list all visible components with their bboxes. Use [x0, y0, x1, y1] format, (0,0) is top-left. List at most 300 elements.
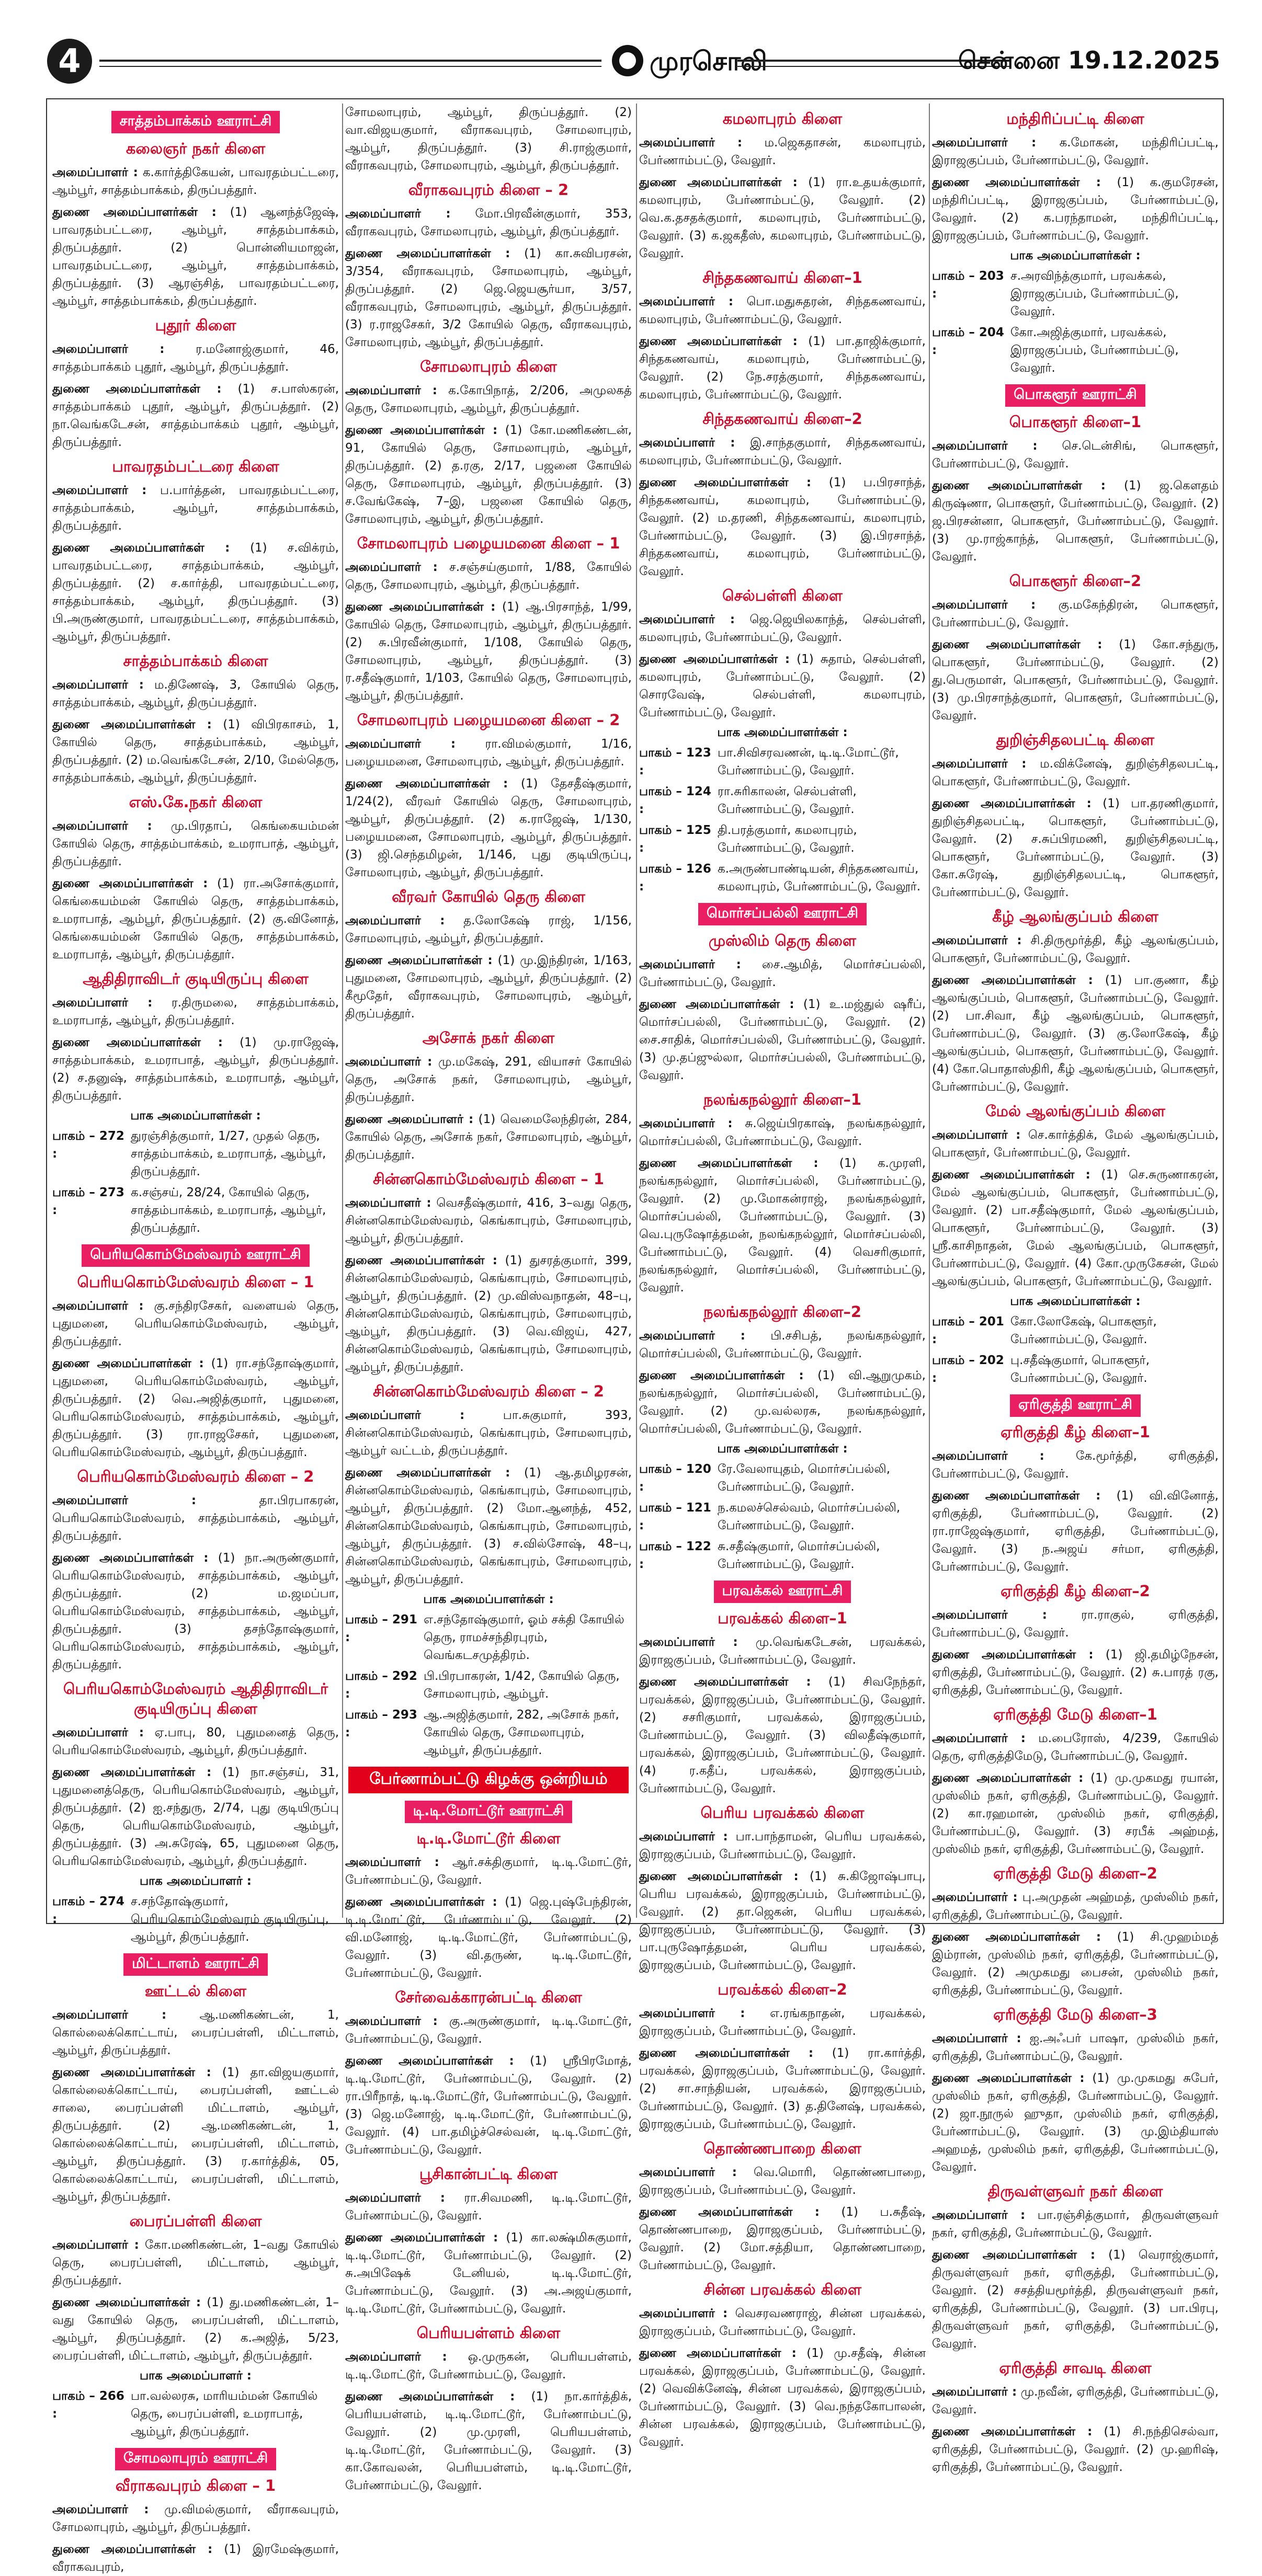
panchayat-banner: ஏரிகுத்தி ஊராட்சி: [1010, 1394, 1141, 1417]
member-entry: [345, 1252, 632, 1376]
branch-section: [639, 110, 926, 262]
member-names: (1) கா.லக்ஷ்மிசுகுமார், டி.டி.மோட்டூர், பேர்ணாம்பட்டு, வேலூர். (2) சு.அபிஷேக் டேனியல், டி.டி.மோட்டூர், பேர்ணாம்பட்டு, வேலூர். (3) அ.அஜய்குமார், டி.டி.மோட்டூர், பேர்ணாம்பட்டு, வேலூர்.: [345, 2231, 632, 2316]
branch-title: சின்னகொம்மேஸ்வரம் கிளை – 2: [372, 1382, 605, 1400]
branch-title: ஏரிகுத்தி சாவடி கிளை: [999, 2359, 1152, 2377]
role-label: அமைப்பாளர் :: [639, 1830, 728, 1844]
branch-section: [639, 269, 926, 404]
branch-section: [639, 2139, 926, 2274]
role-label: அமைப்பாளர் :: [932, 136, 1037, 150]
booth-number: பாகம் – 124 :: [639, 785, 711, 816]
member-entry: [932, 2206, 1219, 2242]
member-entry: [932, 134, 1219, 169]
branch-section: [639, 1804, 926, 1974]
member-entry: [932, 1447, 1219, 1483]
branch-section: [932, 908, 1219, 1096]
booth-number: பாகம் – 293 :: [345, 1708, 417, 1739]
booth-heading: பாக அமைப்பாளர்கள் :: [717, 1442, 848, 1456]
date-line: சென்னை 19.12.2025: [958, 46, 1220, 74]
booth-row: [639, 821, 926, 857]
branch-section: [932, 2006, 1219, 2176]
role-label: அமைப்பாளர் :: [52, 2238, 139, 2252]
role-label: அமைப்பாளர் :: [639, 2007, 745, 2020]
member-entry: [52, 716, 339, 787]
member-names: மு.வெங்கடேசன், பரவக்கல், இராஜகுப்பம், பேர்ணாம்பட்டு, வேலூர்.: [639, 1635, 926, 1667]
branch-section: [52, 316, 339, 451]
branch-section: [52, 2448, 339, 2470]
booth-member: ச.அரவிந்த்குமார், பரவக்கல், இராஜகுப்பம், பேர்ணாம்பட்டு, வேலூர்.: [1010, 269, 1179, 318]
panchayat-banner: மொர்சப்பல்லி ஊராட்சி: [698, 903, 867, 925]
branch-section: [345, 2165, 632, 2318]
column-divider: [342, 104, 343, 1918]
member-entry: [52, 994, 339, 1029]
member-names: (1) மு.முகமது சுபேர், முஸ்லிம் நகர், ஏரிகுத்தி, பேர்ணாம்பட்டு, வேலூர். (2) ஜா.நூருல் ஹுதா, முஸ்லிம் நகர், ஏரிகுத்தி, பேர்ணாம்பட்டு, வேலூர். (3) மு.இம்தியாஸ் அஹமத், முஸ்லிம் நகர், ஏரிகுத்தி, பேர்ணாம்பட்டு, வேலூர்.: [932, 2071, 1219, 2174]
role-label: துணை அமைப்பாளர்கள் :: [345, 600, 496, 614]
paper-name: முரசொலி: [650, 46, 767, 76]
member-names: (1) மு.முகமது ரயான், முஸ்லிம் நகர், ஏரிகுத்தி, பேர்ணாம்பட்டு, வேலூர். (2) கா.ரஹமான், முஸ்லிம் நகர், ஏரிகுத்தி, பேர்ணாம்பட்டு, வேலூர். (3) சரபீக் அஹ்மத், முஸ்லிம் நகர், ஏரிகுத்தி, பேர்ணாம்பட்டு, வேலூர்.: [932, 1771, 1219, 1856]
role-label: துணை அமைப்பாளர்கள் :: [932, 797, 1092, 810]
role-label: துணை அமைப்பாளர்கள் :: [932, 2248, 1096, 2262]
member-entry: [639, 434, 926, 470]
member-names: (1) ஆ.பிரசாந்த், 1/99, கோயில் தெரு, சோமலாபுரம், ஆம்பூர், திருப்பத்தூர். (2) சு.பிரவீன்குமார், 1/108, கோயில் தெரு, சோமலாபுரம், ஆம்பூர், திருப்பத்தூர். (3) ர.சதீஷ்குமார், 1/103, கோயில் தெரு, சோமலாபுரம், ஆம்பூர், திருப்பத்தூர்.: [345, 600, 632, 703]
member-entry: [52, 1724, 339, 1759]
member-names: கே.மூர்த்தி, ஏரிகுத்தி, பேர்ணாம்பட்டு, வேலூர்.: [932, 1449, 1219, 1481]
booth-member: ரா.சுரிகாலன், செல்பள்ளி, பேர்ணாம்பட்டு, வேலூர்.: [718, 785, 857, 816]
member-entry: [345, 1464, 632, 1588]
branch-section: [639, 903, 926, 925]
branch-title: நலங்கநல்லூர் கிளை–1: [703, 1091, 862, 1108]
booth-row: [52, 2387, 339, 2441]
branch-title: ஏரிகுத்தி கீழ் கிளை–1: [1000, 1423, 1150, 1441]
branch-section: [932, 110, 1219, 377]
member-names: (1) சி.முஹம்மத் இம்ரான், முஸ்லிம் நகர், ஏரிகுத்தி, பேர்ணாம்பட்டு, வேலூர். (2) அமுகமது பைசன், முஸ்லிம் நகர், ஏரிகுத்தி, பேர்ணாம்பட்டு, வேலூர்.: [932, 1930, 1219, 1997]
booth-row: [52, 1127, 339, 1181]
role-label: துணை அமைப்பாளர்கள் :: [345, 1466, 510, 1480]
member-names: (1) க.குமரேசன், மந்திரிப்பட்டி, இராஜகுப்பம், பேர்ணாம்பட்டு, வேலூர். (2) க.பரந்தாமன், மந்திரிப்பட்டி, இராஜகுப்பம், பேர்ணாம்பட்டு, வேலூர்.: [932, 176, 1219, 243]
member-names: பா.ரஞ்சித்குமார், திருவள்ளுவர் நகர், ஏரிகுத்தி, பேர்ணாம்பட்டு, வேலூர்.: [932, 2208, 1219, 2240]
member-entry: [932, 2423, 1219, 2476]
member-names: (1) சுதாம், செல்பள்ளி, கமலாபுரம், பேர்ணாம்பட்டு, வேலூர். (2) சொரவேஷ், செல்பள்ளி, கமலாபுரம், பேர்ணாம்பட்டு, வேலூர்.: [639, 652, 926, 719]
role-label: அமைப்பாளர் :: [932, 1608, 1047, 1622]
role-label: அமைப்பாளர் :: [639, 613, 735, 626]
role-label: துணை அமைப்பாளர்கள் :: [52, 541, 230, 555]
branch-title: பெரியபள்ளம் கிளை: [416, 2324, 561, 2342]
role-label: அமைப்பாளர் :: [932, 1128, 1021, 1142]
branch-section: [932, 1423, 1219, 1576]
branch-section: [345, 1767, 632, 1793]
member-entry: [345, 2388, 632, 2494]
role-label: அமைப்பாளர் :: [639, 958, 741, 971]
member-names: (1) விபிரகாசம், 1, கோயில் தெரு, சாத்தம்பாக்கம், ஆம்பூர், திருப்பத்தூர். (2) ம.வெங்கடேசன், 2/10, மேல்தெரு, சாத்தம்பாக்கம், ஆம்பூர், திருப்பத்தூர்.: [52, 718, 339, 785]
booth-number: பாகம் – 272 :: [52, 1129, 124, 1161]
branch-title: துறிஞ்சிதலபட்டி கிளை: [996, 731, 1155, 749]
booth-member: பு.சதீஷ்குமார், பொகளூர், பேர்ணாம்பட்டு, வேலூர்.: [1010, 1354, 1150, 1385]
booth-member: ச.சந்தோஷ்குமார், பெரியகொம்மேஸ்வரம் குடியிருப்பு, ஆம்பூர், திருப்பத்தூர்.: [131, 1895, 329, 1944]
branch-section: [345, 1170, 632, 1376]
role-label: அமைப்பாளர் :: [345, 2350, 447, 2364]
member-names: மு.நவீன், ஏரிகுத்தி, பேர்ணாம்பட்டு, வேலூர்.: [932, 2385, 1219, 2417]
booth-number: பாகம் – 125 :: [639, 823, 711, 855]
booth-heading: பாக அமைப்பாளர் :: [140, 1874, 252, 1888]
booth-row: [345, 1706, 632, 1759]
branch-section: [639, 2281, 926, 2451]
member-entry: [639, 2163, 926, 2199]
member-entry: [345, 382, 632, 417]
branch-title: புதூர் கிளை: [155, 316, 236, 334]
branch-section: [932, 2359, 1219, 2476]
member-entry: [52, 539, 339, 646]
branch-title: மேல் ஆலங்குப்பம் கிளை: [985, 1102, 1165, 1120]
role-label: துணை அமைப்பாளர்கள் :: [52, 205, 217, 219]
booth-heading: பாக அமைப்பாளர்கள் :: [423, 1593, 554, 1606]
member-names: (1) மு.ராஜேஷ், சாத்தம்பாக்கம், உமராபாத், ஆம்பூர், திருப்பத்தூர். (2) ச.தனுஷ், சாத்தம்பாக்கம், உமராபாத், ஆம்பூர், திருப்பத்தூர்.: [52, 1036, 339, 1103]
member-names: (1) ஜ.கௌதம் கிருஷ்ணா, பொகளூர், பேர்ணாம்பட்டு, வேலூர். (2) ஜ.பிரசன்னா, பொகளூர், பேர்ணாம்பட்டு, வேலூர். (3) மு.ராஜ்காந்த், பொகளூர், பேர்ணாம்பட்டு, வேலூர்.: [932, 479, 1219, 564]
member-names: வெசரவணராஜ், சின்ன பரவக்கல், இராஜகுப்பம், பேர்ணாம்பட்டு, வேலூர்.: [639, 2307, 926, 2338]
member-names: ரா.ராகுல், ஏரிகுத்தி, பேர்ணாம்பட்டு, வேலூர்.: [932, 1608, 1219, 1640]
member-entry: [639, 2203, 926, 2274]
member-entry: [639, 995, 926, 1084]
role-label: துணை அமைப்பாளர்கள் :: [932, 1930, 1101, 1944]
panchayat-banner: சோமலாபுரம் ஊராட்சி: [115, 2448, 276, 2470]
role-label: அமைப்பாளர் :: [52, 342, 165, 356]
role-label: துணை அமைப்பாளர்கள் :: [639, 2205, 820, 2219]
branch-section: [345, 534, 632, 705]
booth-member: பா.வல்லரசு, மாரியம்மன் கோயில் தெரு, பைரப்பள்ளி, உமராபாத், ஆம்பூர், திருப்பத்தூர்.: [131, 2389, 318, 2438]
member-names: பொ.மதுசுதரன், சிந்தகணவாய், கமலாபுரம், பேர்ணாம்பட்டு, வேலூர்.: [639, 295, 926, 326]
booth-heading: பாக அமைப்பாளர்கள் :: [717, 726, 848, 739]
booth-member: கோ.அஜித்குமார், பரவக்கல், இராஜகுப்பம், பேர்ணாம்பட்டு, வேலூர்.: [1010, 326, 1179, 375]
member-names: (1) சி.நந்திசெல்வா, ஏரிகுத்தி, பேர்ணாம்பட்டு, வேலூர். (2) மு.ஹரிஷ், ஏரிகுத்தி, பேர்ணாம்பட்டு, வேலூர்.: [932, 2425, 1219, 2474]
column-1: [52, 104, 339, 2574]
booth-number: பாகம் – 204 :: [932, 326, 1004, 357]
member-names: சை.ஆமித், மொர்சப்பல்லி, பேர்ணாம்பட்டு, வேலூர்.: [639, 958, 926, 989]
role-label: அமைப்பாளர் :: [639, 2166, 737, 2179]
booth-row: [639, 1499, 926, 1535]
role-label: அமைப்பாளர் :: [345, 207, 451, 221]
branch-title: பரவக்கல் கிளை–2: [718, 1980, 847, 1998]
branch-title: சின்னகொம்மேஸ்வரம் கிளை – 1: [372, 1170, 605, 1188]
booth-number: பாகம் – 201 :: [932, 1315, 1004, 1346]
member-entry: [52, 1549, 339, 1674]
member-names: (1) து.மணிகண்டன், 1–வது கோயில் தெரு, பைரப்பள்ளி, மிட்டாளம், ஆம்பூர், திருப்பத்தூர். (2) க.அஜித், 5/23, பைரப்பள்ளி, மிட்டாளம், ஆம்பூர், திருப்பத்தூர்.: [52, 2296, 339, 2363]
member-entry: [639, 611, 926, 646]
branch-title: சின்ன பரவக்கல் கிளை: [703, 2281, 861, 2298]
member-names: மு.பிரதாப், கெங்கையம்மன் கோயில் தெரு, சாத்தம்பாக்கம், உமராபாத், ஆம்பூர், திருப்பத்தூர்.: [52, 819, 339, 868]
member-entry: [52, 1492, 339, 1545]
booth-row: [932, 324, 1219, 377]
branch-title: முஸ்லிம் தெரு கிளை: [708, 932, 857, 949]
role-label: அமைப்பாளர் :: [639, 2307, 728, 2320]
member-names: (1) சு.கிஜோஷ்பாபு, பெரிய பரவக்கல், இராஜகுப்பம், பேர்ணாம்பட்டு, வேலூர். (2) தா.ஜெகன், பெரிய பரவக்கல், இராஜகுப்பம், பேர்ணாம்பட்டு, வேலூர். (3) பா.புருஷோத்தமன், பெரிய பரவக்கல், இராஜகுப்பம், பேர்ணாம்பட்டு, வேலூர்.: [639, 1870, 926, 1972]
member-names: பு.அமுதன் அஹ்மத், முஸ்லிம் நகர், ஏரிகுத்தி, பேர்ணாம்பட்டு, வேலூர்.: [932, 1891, 1219, 1922]
branch-section: [52, 793, 339, 964]
booth-heading: பாக அமைப்பாளர்கள் :: [1010, 1295, 1141, 1308]
role-label: துணை அமைப்பாளர்கள் :: [932, 2425, 1093, 2438]
role-label: துணை அமைப்பாளர்கள் :: [639, 998, 794, 1011]
member-entry: [345, 1853, 632, 1889]
member-entry: [345, 775, 632, 881]
member-entry: [932, 2246, 1219, 2353]
member-names: (1) உ.மஜ்துல் ஷரீப், மொர்சப்பல்லி, பேர்ணாம்பட்டு, வேலூர். (2) சை.சாதிக், மொர்சப்பல்லி, பேர்ணாம்பட்டு, வேலூர். (3) மு.தப்ஜுல்லா, மொர்சப்பல்லி, பேர்ணாம்பட்டு, வேலூர்.: [639, 998, 926, 1082]
member-entry: [639, 174, 926, 262]
member-entry: [639, 134, 926, 169]
member-entry: [345, 558, 632, 594]
booth-number: பாகம் – 126 :: [639, 862, 711, 894]
role-label: அமைப்பாளர் :: [932, 757, 1027, 771]
column-divider: [929, 104, 930, 1918]
role-label: துணை அமைப்பாளர்கள் :: [932, 1648, 1094, 1662]
member-names: (1) கா.சுவிபரசன், 3/354, வீராகவபுரம், சோமலாபுரம், ஆம்பூர், திருப்பத்தூர். (2) ஜெ.ஜெயசூர்யா, 3/57, வீராகவபுரம், சோமலாபுரம், ஆம்பூர், திருப்பத்தூர். (3) ர.ராஜசேகர், 3/2 கோயில் தெரு, வீராகவபுரம், சோமலாபுரம், ஆம்பூர், திருப்பத்தூர்.: [345, 247, 632, 349]
branch-title: பூசிகான்பட்டி கிளை: [419, 2165, 558, 2183]
member-entry: [52, 2064, 339, 2206]
booth-number: பாகம் – 273 :: [52, 1186, 124, 1217]
member-names: (1) வி.வினோத், ஏரிகுத்தி, பேர்ணாம்பட்டு, வேலூர். (2) ரா.ராஜேஷ்குமார், ஏரிகுத்தி, பேர்ணாம்பட்டு, வேலூர். (3) ந.அஜய் சர்மா, ஏரிகுத்தி, பேர்ணாம்பட்டு, வேலூர்.: [932, 1489, 1219, 1574]
booth-row: [932, 1352, 1219, 1387]
role-label: அமைப்பாளர் :: [932, 1891, 1018, 1904]
role-label: அமைப்பாளர் :: [932, 2385, 1017, 2399]
role-label: அமைப்பாளர் :: [345, 1196, 431, 1210]
member-names: எ.ரங்கநாதன், பரவக்கல், இராஜகுப்பம், பேர்ணாம்பட்டு, வேலூர்.: [639, 2007, 926, 2038]
role-label: அமைப்பாளர் :: [52, 1494, 197, 1507]
booth-number: பாகம் – 202 :: [932, 1354, 1004, 1385]
member-entry: [639, 333, 926, 404]
role-label: அமைப்பாளர் :: [932, 1449, 1044, 1463]
branch-section: [52, 970, 339, 1237]
member-names: (1) துசரத்குமார், 399, சின்னகொம்மேஸ்வரம், கெங்காபுரம், சோமலாபுரம், ஆம்பூர், திருப்பத்தூர். (2) மு.விஸ்வநாதன், 48–பு, சின்னகொம்மேஸ்வரம், கெங்காபுரம், சோமலாபுரம், ஆம்பூர், திருப்பத்தூர். (3) வெ.விஜய், 427, சின்னகொம்மேஸ்வரம், கெங்காபுரம், சோமலாபுரம், ஆம்பூர், திருப்பத்தூர்.: [345, 1254, 632, 1374]
booth-row: [52, 1184, 339, 1237]
member-names: (1) நா.அருண்குமார், பெரியகொம்மேஸ்வரம், சாத்தம்பாக்கம், ஆம்பூர், திருப்பத்தூர். (2) ம.ஜமப்பா, பெரியகொம்மேஸ்வரம், சாத்தம்பாக்கம், ஆம்பூர், திருப்பத்தூர். (3) தசந்தோஷ்குமார், பெரியகொம்மேஸ்வரம், சாத்தம்பாக்கம், ஆம்பூர், திருப்பத்தூர்.: [52, 1551, 339, 1671]
branch-section: [345, 888, 632, 1023]
branch-title: சோமலாபுரம் கிளை: [420, 358, 557, 375]
member-names: மு.மகேஷ், 291, வியாசர் கோயில் தெரு, அசோக் நகர், சோமலாபுரம், ஆம்பூர், திருப்பத்தூர்.: [345, 1055, 632, 1104]
member-names: ரா.சிவமணி, டி.டி.மோட்டூர், பேர்ணாம்பட்டு, வேலூர்.: [345, 2191, 632, 2223]
panchayat-banner: டி.டி.மோட்டூர் ஊராட்சி: [405, 1801, 573, 1823]
member-names: ர.மனோஜ்குமார், 46, சாத்தம்பாக்கம் புதூர், ஆம்பூர், திருப்பத்தூர்.: [52, 342, 339, 374]
member-entry: [932, 971, 1219, 1096]
union-banner: பேர்ணாம்பட்டு கிழக்கு ஒன்றியம்: [348, 1767, 628, 1793]
branch-section: [345, 1382, 632, 1759]
member-names: (1) சிவநேந்தர், பரவக்கல், இராஜகுப்பம், பேர்ணாம்பட்டு, வேலூர். (2) சசரிகுமார், பரவக்கல், இராஜகுப்பம், பேர்ணாம்பட்டு, வேலூர். (3) விலதீஷ்குமார், பரவக்கல், இராஜகுப்பம், பேர்ணாம்பட்டு, வேலூர். (4) ர.கதீப், பரவக்கல், இராஜகுப்பம், பேர்ணாம்பட்டு, வேலூர்.: [639, 1675, 926, 1795]
role-label: துணை அமைப்பாளர்கள் :: [639, 2046, 814, 2060]
role-label: அமைப்பாளர் :: [52, 484, 147, 497]
member-entry: [345, 2189, 632, 2225]
member-entry: [345, 205, 632, 241]
booth-member: க.அருண்பாண்டியன், சிந்தகணவாய், கமலாபுரம், பேர்ணாம்பட்டு, வேலூர்.: [718, 862, 921, 894]
role-label: துணை அமைப்பாளர்கள் :: [345, 2231, 498, 2245]
role-label: துணை அமைப்பாளர்கள் :: [639, 2346, 797, 2360]
member-names: (1) செ.சுருணாகரன், மேல் ஆலங்குப்பம், பொகளூர், பேர்ணாம்பட்டு, வேலூர். (2) பா.சதீஷ்குமார், மேல் ஆலங்குப்பம், பொகளூர், பேர்ணாம்பட்டு, வேலூர். (3) ஸ்ரீ.காசிநாதன், மேல் ஆலங்குப்பம், பொகளூர், பேர்ணாம்பட்டு, வேலூர். (4) கோ.முருகேசன், மேல் ஆலங்குப்பம், பொகளூர், பேர்ணாம்பட்டு, வேலூர்.: [932, 1168, 1219, 1288]
role-label: அமைப்பாளர் :: [52, 2008, 167, 2022]
branch-title: தொண்ணபாறை கிளை: [703, 2139, 861, 2157]
booth-member: எ.சந்தோஷ்குமார், ஓம் சக்தி கோயில் தெரு, ராமச்சந்திரபுரம், வெங்கடசமுத்திரம்.: [424, 1613, 624, 1662]
branch-title: வீராகவபுரம் கிளை – 1: [115, 2477, 276, 2494]
member-entry: [345, 245, 632, 351]
member-entry: [345, 2012, 632, 2048]
member-names: வெசதீஷ்குமார், 416, 3–வது தெரு, சின்னகொம்மேஸ்வரம், கெங்காபுரம், சோமலாபுரம், ஆம்பூர், திருப்பத்தூர்.: [345, 1196, 632, 1245]
branch-section: [52, 140, 339, 310]
member-entry: [932, 477, 1219, 566]
member-entry: [932, 1646, 1219, 1699]
role-label: துணை அமைப்பாளர்கள் :: [345, 954, 493, 967]
member-entry: [639, 1115, 926, 1150]
branch-section: [52, 652, 339, 787]
member-names: க.கார்த்திகேயன், பாவரதம்பட்டரை, ஆம்பூர், சாத்தம்பாக்கம், திருப்பத்தூர்.: [52, 166, 339, 197]
booth-member: ஆ.அஜித்குமார், 282, அசோக் நகர், கோயில் தெரு, சோமலாபுரம், ஆம்பூர், திருப்பத்தூர்.: [424, 1708, 619, 1757]
role-label: அமைப்பாளர் :: [639, 1329, 745, 1343]
booth-member: துரஞ்சித்குமார், 1/27, முதல் தெரு, சாத்தம்பாக்கம், உமராபாத், ஆம்பூர், திருப்பத்தூர்.: [131, 1129, 326, 1178]
branch-title: ஏரிகுத்தி மேடு கிளை–1: [993, 1705, 1157, 1723]
member-names: செ.டென்சிங், பொகளூர், பேர்ணாம்பட்டு, வேலூர்.: [932, 439, 1219, 471]
branch-section: [345, 2324, 632, 2494]
branch-section: [52, 1244, 339, 1267]
booth-number: பாகம் – 203 :: [932, 269, 1004, 301]
branch-title: ஆதிதிராவிடர் குடியிருப்பு கிளை: [83, 970, 309, 988]
member-names: (1) ரா.கார்த்தி, பரவக்கல், இராஜகுப்பம், பேர்ணாம்பட்டு, வேலூர். (2) சா.சாந்தியன், பரவக்கல், இராஜகுப்பம், பேர்ணாம்பட்டு, வேலூர். (3) த.தினேஷ், பரவக்கல், இராஜகுப்பம், பேர்ணாம்பட்டு, வேலூர்.: [639, 2046, 926, 2131]
member-names: (1) பா.குணா, கீழ் ஆலங்குப்பம், பொகளூர், பேர்ணாம்பட்டு, வேலூர். (2) பா.சிவா, கீழ் ஆலங்குப்பம், பொகளூர், பேர்ணாம்பட்டு, வேலூர். (3) கு.லோகேஷ், கீழ் ஆலங்குப்பம், பொகளூர், பேர்ணாம்பட்டு, வேலூர். (4) கோ.பொதாஸ்திரி, கீழ் ஆலங்குப்பம், பொகளூர், பேர்ணாம்பட்டு, வேலூர்.: [932, 974, 1219, 1094]
branch-title: ஏரிகுத்தி மேடு கிளை–2: [993, 1864, 1157, 1882]
panchayat-banner: சாத்தம்பாக்கம் ஊராட்சி: [111, 111, 280, 133]
role-label: துணை அமைப்பாளர்கள் :: [639, 176, 798, 189]
member-entry: [52, 817, 339, 871]
member-entry: [932, 1126, 1219, 1162]
member-entry: [639, 1154, 926, 1297]
page-number: 4: [47, 39, 92, 84]
member-names: த.லோகேஷ் ராஜ், 1/156, சோமலாபுரம், ஆம்பூர், திருப்பத்தூர்.: [345, 914, 632, 945]
member-names: கு.மகேந்திரன், பொகளூர், பேர்ணாம்பட்டு, வேலூர்.: [932, 598, 1219, 629]
panchayat-banner: பெரியகொம்மேஸ்வரம் ஊராட்சி: [82, 1244, 309, 1267]
member-entry: [345, 421, 632, 528]
branch-section: [639, 1609, 926, 1798]
member-entry: [932, 1730, 1219, 1765]
role-label: துணை அமைப்பாளர்கள் :: [639, 1675, 811, 1689]
member-entry: [345, 598, 632, 705]
member-entry: [639, 650, 926, 722]
branch-section: [345, 1029, 632, 1164]
role-label: துணை அமைப்பாளர்கள் :: [52, 1036, 223, 1049]
branch-section: [639, 410, 926, 580]
member-entry: [345, 735, 632, 771]
branch-title: சோமலாபுரம் பழையமனை கிளை – 2: [357, 711, 620, 729]
branch-section: [932, 1582, 1219, 1699]
member-entry: [52, 203, 339, 310]
role-label: துணை அமைப்பாளர்கள் :: [932, 638, 1102, 651]
member-names: க.மோகன், மந்திரிப்பட்டி, இராஜகுப்பம், பேர்ணாம்பட்டு, வேலூர்.: [932, 136, 1219, 167]
role-label: துணை அமைப்பாளர்கள் :: [932, 2071, 1085, 2085]
member-entry: [639, 1367, 926, 1438]
member-names: (1) ரா.அசோக்குமார், கெங்கையம்மன் கோயில் தெரு, சாத்தம்பாக்கம், உமராபாத், ஆம்பூர், திருப்பத்தூர். (2) கு.வினோத், கெங்கையம்மன் கோயில் தெரு, சாத்தம்பாக்கம், உமராபாத், ஆம்பூர், திருப்பத்தூர்.: [52, 877, 339, 961]
branch-section: [932, 731, 1219, 901]
member-entry: [52, 2006, 339, 2059]
role-label: அமைப்பாளர் :: [345, 384, 437, 397]
member-entry: [639, 1828, 926, 1863]
masthead: [42, 39, 1220, 87]
member-entry: [52, 1764, 339, 1870]
role-label: துணை அமைப்பாளர்கள் :: [345, 1895, 497, 1909]
member-names: (1) வி.ஆறுமுகம், நலங்கநல்லூர், மொர்சப்பல்லி, பேர்ணாம்பட்டு, வேலூர். (2) மு.வல்லரசு, நலங்கநல்லூர், மொர்சப்பல்லி, பேர்ணாம்பட்டு, வேலூர்.: [639, 1369, 926, 1436]
role-label: அமைப்பாளர் :: [639, 436, 735, 450]
branch-title: பாவரதம்பட்டரை கிளை: [112, 457, 279, 475]
branch-title: நலங்கநல்லூர் கிளை–2: [703, 1303, 862, 1321]
role-label: துணை அமைப்பாளர்கள் :: [52, 1766, 212, 1779]
branch-title: கமலாபுரம் கிளை: [722, 110, 843, 128]
member-entry: [932, 1166, 1219, 1290]
booth-number: பாகம் – 274 :: [52, 1895, 124, 1926]
member-entry: [345, 2348, 632, 2384]
member-names: ப.பார்த்தன், பாவரதம்பட்டரை, சாத்தம்பாக்கம், ஆம்பூர், சாத்தம்பாக்கம், திருப்பத்தூர்.: [52, 484, 339, 533]
role-label: அமைப்பாளர் :: [52, 166, 138, 179]
branch-title: பெரிய பரவக்கல் கிளை: [700, 1804, 865, 1822]
role-label: துணை அமைப்பாளர்கள் :: [52, 1551, 209, 1565]
role-label: துணை அமைப்பாளர்கள் :: [639, 476, 812, 489]
role-label: அமைப்பாளர் :: [932, 598, 1036, 612]
branch-section: [345, 1801, 632, 1823]
member-entry: [639, 1633, 926, 1669]
booth-member: பி.பிரபாகரன், 1/42, கோயில் தெரு, சோமலாபுரம், ஆம்பூர்.: [424, 1669, 620, 1701]
member-names: கோ.மணிகண்டன், 1–வது கோயில் தெரு, பைரப்பள்ளி, மிட்டாளம், ஆம்பூர், திருப்பத்தூர்.: [52, 2238, 339, 2287]
column-3: [639, 104, 926, 2449]
branch-section: [639, 932, 926, 1084]
member-names: (1) பா.தாஜிக்குமார், சிந்தகணவாய், கமலாபுரம், பேர்ணாம்பட்டு, வேலூர். (2) நே.சரத்குமார், சிந்தகணவாய், கமலாபுரம், பேர்ணாம்பட்டு, வேலூர்.: [639, 335, 926, 402]
member-entry: [52, 1297, 339, 1350]
member-entry: [345, 1110, 632, 1164]
booth-heading: பாக அமைப்பாளர்கள் :: [1010, 249, 1141, 262]
branch-section: [639, 1980, 926, 2133]
role-label: அமைப்பாளர் :: [52, 2503, 149, 2516]
member-entry: [932, 755, 1219, 791]
member-names: க.கோபிநாத், 2/206, அமுலகத் தெரு, சோமலாபுரம், ஆம்பூர், திருப்பத்தூர்.: [345, 384, 632, 415]
role-label: அமைப்பாளர் :: [345, 1409, 465, 1422]
role-label: துணை அமைப்பாளர்கள் :: [639, 652, 790, 666]
member-entry: [52, 164, 339, 199]
member-entry: [639, 1327, 926, 1363]
member-entry: [932, 2383, 1219, 2419]
member-entry: [345, 912, 632, 947]
booth-heading: பாக அமைப்பாளர்கள் :: [130, 1109, 261, 1123]
member-names: ஆர்.சக்திகுமார், டி.டி.மோட்டூர், பேர்ணாம்பட்டு, வேலூர்.: [345, 1856, 632, 1887]
member-names: (1) கோ.சந்துரு, பொகளூர், பேர்ணாம்பட்டு, வேலூர். (2) து.பெருமாள், பொகளூர், பேர்ணாம்பட்டு, வேலூர். (3) மு.பிரசாந்த்குமார், பொகளூர், பேர்ணாம்பட்டு, வேலூர்.: [932, 638, 1219, 723]
booth-row: [639, 1538, 926, 1573]
masthead-rule-left: [99, 60, 601, 67]
member-entry: [52, 2294, 339, 2365]
panchayat-banner: பரவக்கல் ஊராட்சி: [714, 1581, 851, 1603]
branch-title: பொகளூர் கிளை–1: [1009, 413, 1142, 431]
booth-member: ரே.வேலாயுதம், மொர்சப்பல்லி, பேர்ணாம்பட்டு, வேலூர்.: [718, 1462, 891, 1494]
branch-section: [52, 1953, 339, 1976]
member-names: (1) ச.பாஸ்கரன், சாத்தம்பாக்கம் புதூர், ஆம்பூர், திருப்பத்தூர். (2) நா.வெங்கடேசன், சாத்தம்பாக்கம் புதூர், ஆம்பூர், திருப்பத்தூர்.: [52, 382, 339, 449]
role-label: அமைப்பாளர் :: [639, 1117, 733, 1130]
member-entry: [639, 2344, 926, 2451]
role-label: துணை அமைப்பாளர்கள் :: [932, 974, 1093, 987]
member-entry: [52, 2236, 339, 2289]
branch-section: [52, 1468, 339, 1674]
member-names: பா.சுகுமார், 393, சின்னகொம்மேஸ்வரம், கெங்காபுரம், சோமலாபுரம், ஆம்பூர் வட்டம், திருப்பத்தூர்.: [345, 1409, 632, 1458]
booth-member: பா.சிவிசரவணன், டி.டி.மோட்டூர், பேர்ணாம்பட்டு, வேலூர்.: [718, 746, 899, 777]
member-entry: [52, 380, 339, 451]
branch-section: [932, 1394, 1219, 1417]
booth-row: [932, 267, 1219, 320]
member-entry: [52, 340, 339, 376]
booth-member: கோ.லோகேஷ், பொகளூர், பேர்ணாம்பட்டு, வேலூர்.: [1010, 1315, 1157, 1346]
member-entry: [932, 1606, 1219, 1642]
member-names: (1) வெமைலேந்திரன், 284, கோயில் தெரு, அசோக் நகர், சோமலாபுரம், ஆம்பூர், திருப்பத்தூர்.: [345, 1113, 632, 1162]
booth-number: பாகம் – 121 :: [639, 1501, 711, 1532]
role-label: துணை அமைப்பாளர்கள் :: [52, 877, 208, 890]
branch-title: வீராகவபுரம் கிளை – 2: [408, 181, 569, 199]
role-label: அமைப்பாளர் :: [932, 2032, 1021, 2045]
member-names: ஆ.மணிகண்டன், 1, கொல்லைக்கொட்டாய், பைரப்பள்ளி, மிட்டாளம், ஆம்பூர், திருப்பத்தூர்.: [52, 2008, 339, 2057]
member-names: (1) ரா.உதயக்குமார், கமலாபுரம், பேர்ணாம்பட்டு, வேலூர். (2) வெ.க.தசதக்குமார், கமலாபுரம், பேர்ணாம்பட்டு, வேலூர். (3) க.ஜகதீஸ், கமலாபுரம், பேர்ணாம்பட்டு, வேலூர்.: [639, 176, 926, 260]
member-names: (1) க.முரளி, நலங்கநல்லூர், மொர்சப்பல்லி, பேர்ணாம்பட்டு, வேலூர். (2) மு.மோகன்ராஜ், நலங்கநல்லூர், மொர்சப்பல்லி, பேர்ணாம்பட்டு, வேலூர். (3) வெ.புருஷோத்தமன், நலங்கநல்லூர், மொர்சப்பல்லி, பேர்ணாம்பட்டு, வேலூர். (4) வெசரிகுமார், நலங்கநல்லூர், மொர்சப்பல்லி, பேர்ணாம்பட்டு, வேலூர்.: [639, 1157, 926, 1295]
branch-section: [345, 358, 632, 528]
